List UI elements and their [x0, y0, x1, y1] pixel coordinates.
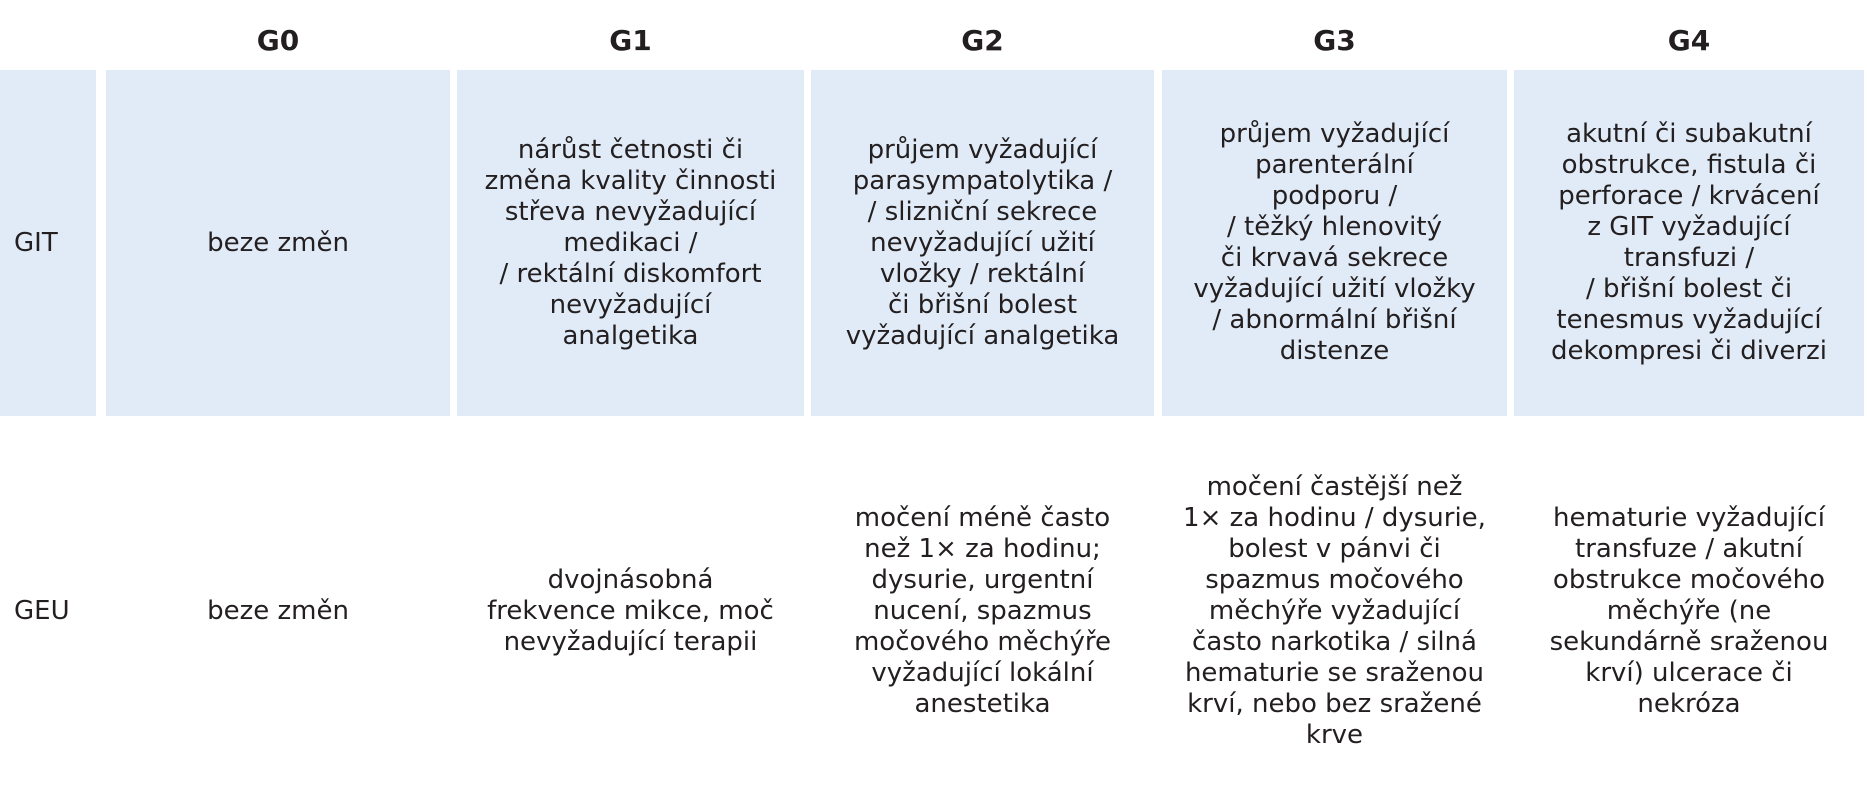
row-label-text-geu: GEU [14, 595, 70, 626]
cell-text-geu-g2: močení méně často než 1× za hodinu; dysurie, urgentní nucení, spazmus močového měchýře vyžadující lokální anestetika [853, 502, 1112, 719]
table-cell-geu-g4 [1514, 422, 1864, 800]
table-cell-git-g4 [1514, 70, 1864, 416]
cell-text-geu-g4: hematurie vyžadující transfuze / akutní obstrukce močového měchýře (ne sekundárně sraženou krví) ulcerace či nekróza [1549, 502, 1829, 719]
header-label-g1: G1 [609, 23, 652, 57]
row-label-geu [0, 422, 96, 800]
table-cell-geu-g2 [811, 422, 1154, 800]
header-label-g3: G3 [1313, 23, 1356, 57]
cell-text-git-g1: nárůst četnosti či změna kvality činnosti střeva nevyžadující medikaci / / rektální diskomfort nevyžadující analgetika [484, 134, 777, 351]
table-cell-git-g0 [106, 70, 450, 416]
cell-text-git-g0: beze změn [207, 227, 349, 258]
header-cell-g4 [1514, 12, 1864, 68]
header-cell-g0 [106, 12, 450, 68]
row-label-git [0, 70, 96, 416]
cell-text-git-g2: průjem vyžadující parasympatolytika / / slizniční sekrece nevyžadující užití vložky / rektální či břišní bolest vyžadující analgetika [845, 134, 1120, 351]
table-cell-git-g3 [1162, 70, 1507, 416]
table-cell-git-g2 [811, 70, 1154, 416]
header-label-g4: G4 [1667, 23, 1711, 57]
header-label-g2: G2 [961, 23, 1004, 57]
row-label-text-git: GIT [14, 227, 58, 258]
cell-text-git-g3: průjem vyžadující parenterální podporu / / těžký hlenovitý či krvavá sekrece vyžadující užití vložky / abnormální břišní distenze [1193, 119, 1476, 366]
header-cell-g1 [457, 12, 804, 68]
table-cell-geu-g3 [1162, 422, 1507, 800]
table-cell-geu-g1 [457, 422, 804, 800]
cell-text-git-g4: akutní či subakutní obstrukce, fistula či perforace / krvácení z GIT vyžadující transfuzi / / břišní bolest či tenesmus vyžadující dekompresi či diverzi [1551, 119, 1827, 366]
header-label-g0: G0 [256, 23, 300, 57]
cell-text-geu-g3: močení častější než 1× za hodinu / dysurie, bolest v pánvi či spazmus močového měchýře vyžadující často narkotika / silná hematurie se sraženou krví, nebo bez sražené krve [1183, 471, 1486, 750]
header-cell-g2 [811, 12, 1154, 68]
table-cell-geu-g0 [106, 422, 450, 800]
table-cell-git-g1 [457, 70, 804, 416]
cell-text-geu-g1: dvojnásobná frekvence mikce, moč nevyžadující terapii [487, 564, 774, 657]
cell-text-geu-g0: beze změn [207, 595, 349, 626]
header-cell-g3 [1162, 12, 1507, 68]
